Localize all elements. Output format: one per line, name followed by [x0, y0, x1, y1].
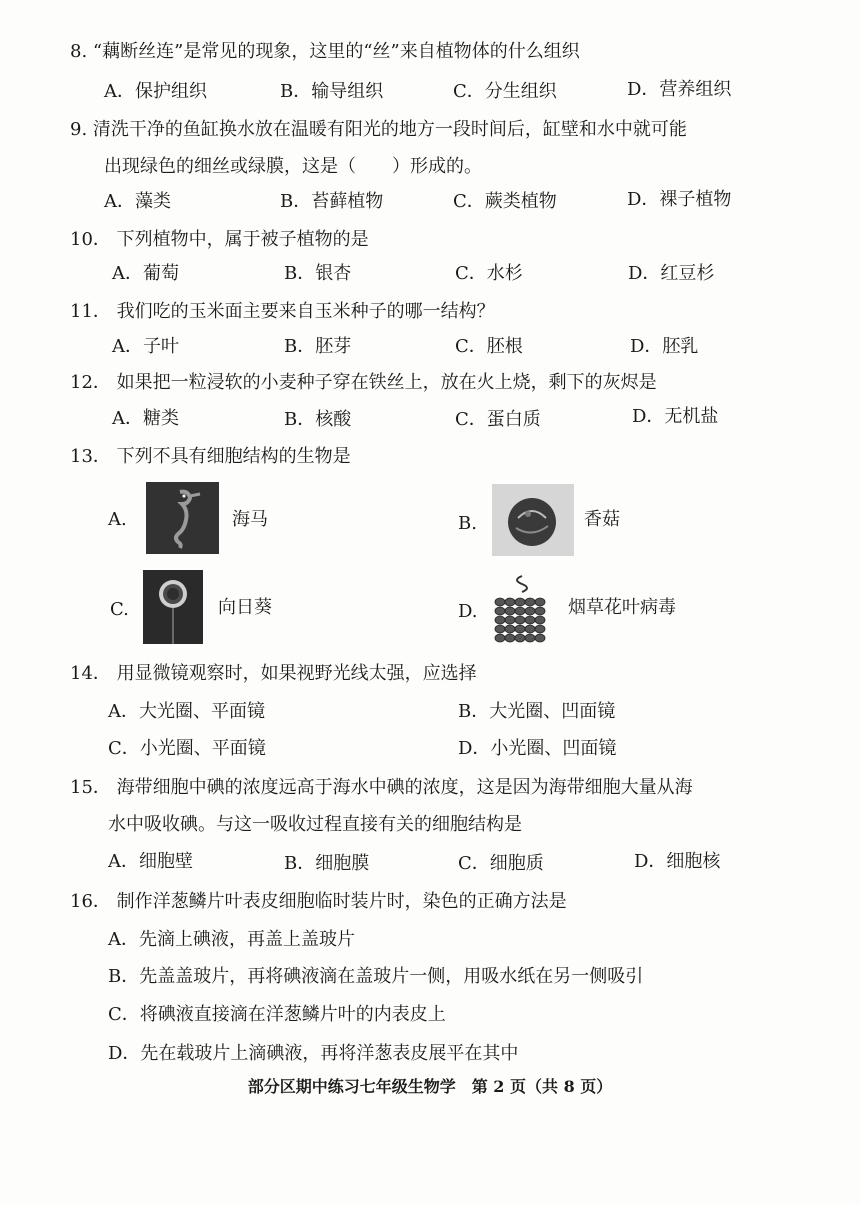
- option-d: D．裸子植物: [627, 189, 732, 210]
- option-a: A．大光圈、平面镜: [108, 701, 265, 722]
- page-footer: 部分区期中练习七年级生物学 第 2 页（共 8 页）: [247, 1077, 613, 1096]
- option-b: B．银杏: [284, 263, 352, 284]
- option-c: C．分生组织: [453, 81, 557, 102]
- question-number: 10．: [70, 229, 111, 250]
- question-stem: 制作洋葱鳞片叶表皮细胞临时装片时，染色的正确方法是: [116, 891, 567, 912]
- option-d: D．细胞核: [634, 851, 721, 872]
- option-a: A．先滴上碘液，再盖上盖玻片: [108, 929, 355, 950]
- option-a: A．糖类: [112, 408, 179, 429]
- question-15: [70, 776, 693, 800]
- option-b-letter: B.: [458, 513, 477, 534]
- option-b: B．先盖盖玻片，再将碘液滴在盖玻片一侧，用吸水纸在另一侧吸引: [108, 966, 644, 987]
- question-stem: 下列植物中，属于被子植物的是: [116, 229, 369, 250]
- question-number: 16．: [70, 891, 111, 912]
- option-c: C．水杉: [455, 263, 523, 284]
- question-14: [70, 662, 477, 686]
- option-d: D．先在载玻片上滴碘液，再将洋葱表皮展平在其中: [108, 1043, 519, 1064]
- question-16: [70, 890, 567, 914]
- option-b: B．苔藓植物: [280, 191, 384, 212]
- option-a: A．葡萄: [112, 263, 179, 284]
- question-number: 12．: [70, 372, 111, 393]
- question-9: [70, 118, 687, 142]
- option-a: A．保护组织: [104, 81, 207, 102]
- question-11: [70, 300, 495, 324]
- question-10: [70, 228, 369, 252]
- option-b-label: 香菇: [584, 509, 620, 530]
- question-number: 8.: [70, 41, 88, 62]
- option-d: D．无机盐: [632, 406, 719, 427]
- option-c: C．胚根: [455, 336, 523, 357]
- option-b: B．细胞膜: [284, 853, 370, 874]
- option-a: A．子叶: [112, 336, 179, 357]
- option-d: D．小光圈、凹面镜: [458, 738, 617, 759]
- option-b: B．大光圈、凹面镜: [458, 701, 616, 722]
- question-number: 11．: [70, 301, 111, 322]
- sunflower-image: [143, 570, 203, 644]
- question-stem: 用显微镜观察时，如果视野光线太强，应选择: [116, 663, 477, 684]
- option-a-label: 海马: [232, 509, 268, 530]
- option-d: D．红豆杉: [628, 263, 715, 284]
- option-b: B．核酸: [284, 409, 352, 430]
- option-a: A．细胞壁: [108, 851, 193, 872]
- question-stem-line-1: 海带细胞中碘的浓度远高于海水中碘的浓度，这是因为海带细胞大量从海: [116, 777, 693, 798]
- option-c: C．小光圈、平面镜: [108, 738, 266, 759]
- question-number: 9.: [70, 119, 88, 140]
- question-8: [70, 40, 580, 64]
- question-stem-line-2: 水中吸收碘。与这一吸收过程直接有关的细胞结构是: [108, 814, 522, 835]
- question-number: 14．: [70, 663, 111, 684]
- mushroom-image: [492, 484, 574, 556]
- question-stem: “藕断丝连”是常见的现象，这里的“丝”来自植物体的什么组织: [92, 41, 580, 62]
- option-b: B．输导组织: [280, 81, 384, 102]
- option-c-letter: C.: [110, 599, 129, 620]
- question-number: 15．: [70, 777, 111, 798]
- question-number: 13．: [70, 446, 111, 467]
- option-b: B．胚芽: [284, 336, 352, 357]
- question-stem: 如果把一粒浸软的小麦种子穿在铁丝上，放在火上烧，剩下的灰烬是: [116, 372, 657, 393]
- question-stem: 下列不具有细胞结构的生物是: [116, 446, 351, 467]
- option-d: D．营养组织: [627, 79, 732, 100]
- option-a: A．藻类: [104, 191, 171, 212]
- option-c: C．将碘液直接滴在洋葱鳞片叶的内表皮上: [108, 1004, 446, 1025]
- question-13: [70, 445, 351, 469]
- option-d-letter: D.: [458, 601, 478, 622]
- option-c: C．细胞质: [458, 853, 544, 874]
- question-stem-line-2: 出现绿色的细丝或绿膜，这是（ ）形成的。: [104, 156, 482, 177]
- question-12: [70, 371, 657, 395]
- option-c: C．蛋白质: [455, 409, 541, 430]
- question-stem: 我们吃的玉米面主要来自玉米种子的哪一结构？: [116, 301, 495, 322]
- option-d: D．胚乳: [630, 336, 699, 357]
- tobacco-mosaic-virus-image: [488, 572, 554, 650]
- option-c-label: 向日葵: [218, 597, 272, 618]
- option-a-letter: A.: [108, 509, 127, 530]
- option-c: C．蕨类植物: [453, 191, 557, 212]
- seahorse-image: [146, 482, 219, 554]
- option-d-label: 烟草花叶病毒: [568, 597, 676, 618]
- question-stem-line-1: 清洗干净的鱼缸换水放在温暖有阳光的地方一段时间后，缸壁和水中就可能: [92, 119, 687, 140]
